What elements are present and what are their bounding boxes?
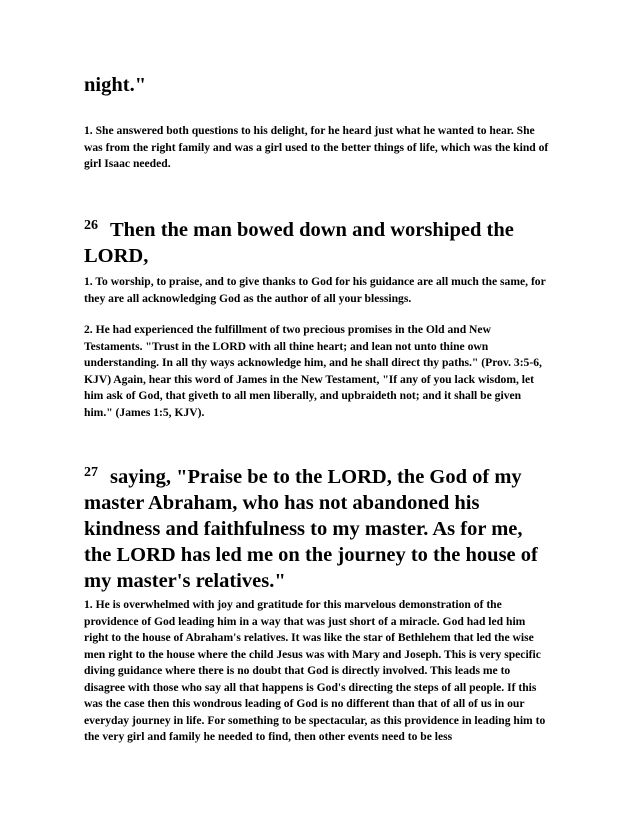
verse-26-heading bbox=[84, 213, 552, 269]
verse-number: 26 bbox=[84, 218, 98, 233]
note-26-2: 2. He had experienced the fulfillment of two precious promises in the Old and New Testaments. "Trust in the LORD with all thine heart; and lean not unto thine own understanding. In all thy ways acknowledge him, and he shall direct thy paths." (Prov. 3:5-6, KJV) Again, hear this word of James in the New Testament, "If any of you lack wisdom, let him ask of God, that giveth to all men liberally, and upbraideth not; and it shall be given him." (James 1:5, KJV). bbox=[84, 323, 542, 419]
note-26-1: 1. To worship, to praise, and to give thanks to God for his guidance are all much the same, for they are all acknowledging God as the author of all your blessings. bbox=[84, 275, 546, 305]
verse-number: 27 bbox=[84, 465, 98, 480]
note-fragment-1: 1. She answered both questions to his delight, for he heard just what he wanted to hear. She was from the right family and was a girl used to the better things of life, which was the kind of girl Isaac needed. bbox=[84, 124, 549, 170]
verse-fragment-heading: night." bbox=[84, 74, 147, 96]
note-27-1: 1. He is overwhelmed with joy and gratitude for this marvelous demonstration of the providence of God leading him in a way that was just short of a miracle. God had led him right to the house of Abraham's relatives. It was like the star of Bethlehem that led the wise men right to the house where the child Jesus was with Mary and Joseph. This is very specific diving guidance where there is no doubt that God is directly involved. This leads me to disagree with those who say all that happens is God's directing the steps of all people. If this was the case then this wondrous leading of God is no different than that of all of us in our everyday journey in life. For something to be spectacular, as this providence in leading him to the very girl and family he needed to find, then other events need to be less bbox=[84, 598, 546, 743]
verse-27-heading bbox=[84, 460, 552, 594]
verse-text: saying, "Praise be to the LORD, the God of my master Abraham, who has not abandoned his kindness and faithfulness to my master. As for me, the LORD has led me on the journey to the house of my master's relatives." bbox=[84, 466, 538, 592]
verse-text: Then the man bowed down and worshiped the LORD, bbox=[84, 219, 514, 267]
